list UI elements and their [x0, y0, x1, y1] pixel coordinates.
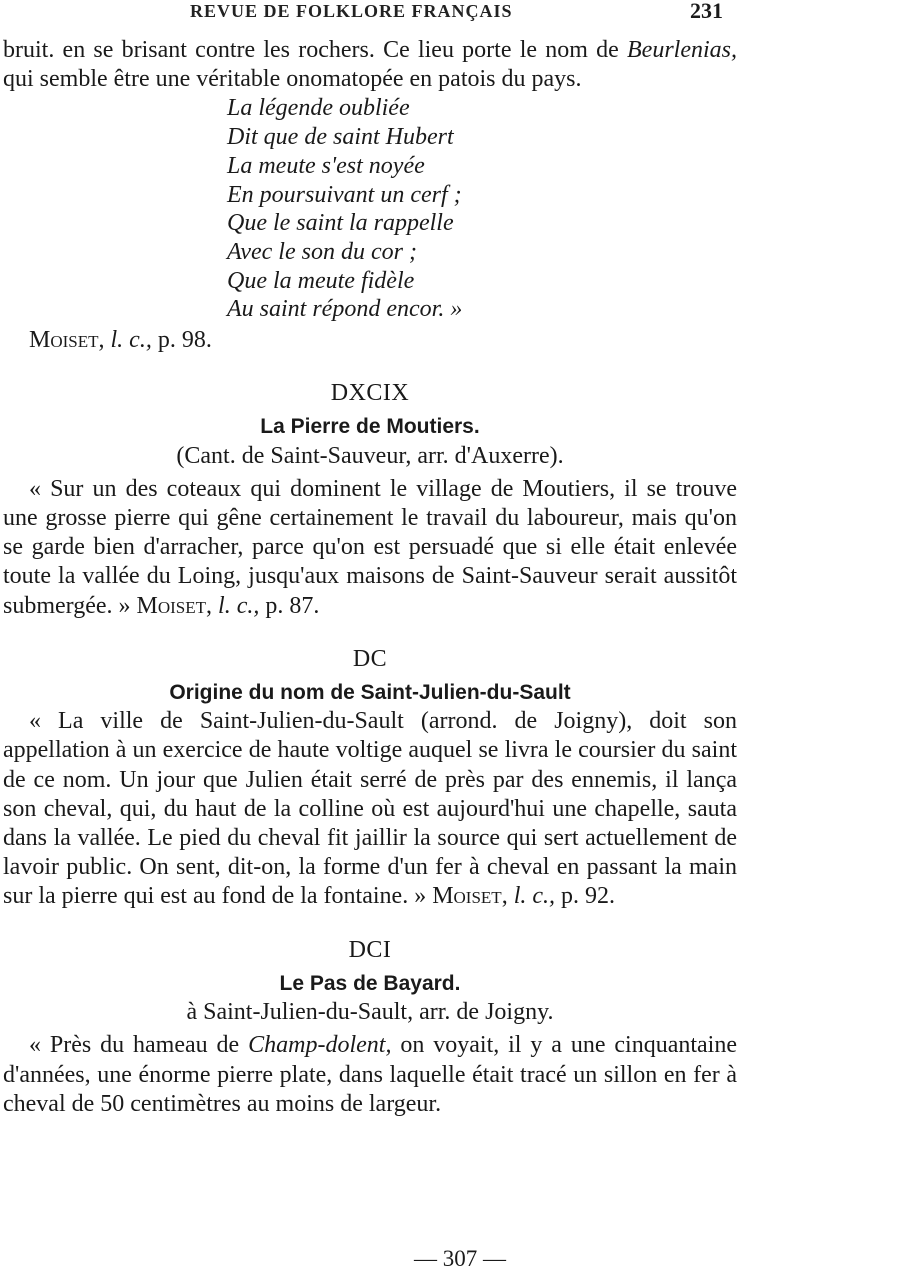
folio-number: 231	[690, 0, 723, 23]
citation-author: Moiset,	[29, 327, 105, 354]
poem-line: Que le saint la rappelle	[227, 210, 454, 237]
section-body-dci	[3, 1031, 737, 1119]
citation-ref: l. c.,	[218, 592, 260, 619]
opening-text-before: bruit. en se brisant contre les rochers. Ce lieu porte le nom de	[3, 37, 628, 63]
section-subtitle-dci: à Saint-Julien-du-Sault, arr. de Joigny.	[186, 999, 554, 1026]
place-name-champ-dolent: Champ-dolent,	[248, 1032, 392, 1059]
section-title-dci: Le Pas de Bayard.	[279, 971, 461, 995]
citation-page: p. 92.	[561, 883, 616, 910]
place-name-beurlenias: Beurlenias,	[627, 37, 737, 63]
section-body-dxcix	[3, 475, 737, 621]
section-body-after: on voyait, il y a une cinquantaine d'années, une énorme pierre plate, dans laquelle était tracé un sillon en fer à cheval de 50 centimètres au moins de largeur.	[3, 1032, 738, 1117]
poem	[227, 94, 737, 324]
page-number: — 307 —	[414, 1246, 506, 1271]
poem-line: Au saint répond encor. »	[227, 296, 463, 323]
section-body-dc	[3, 707, 737, 911]
citation-author: Moiset,	[432, 883, 508, 910]
citation-ref: l. c.,	[110, 327, 152, 354]
section-number-dxcix: DXCIX	[330, 380, 410, 407]
running-head	[0, 0, 900, 26]
section-subtitle-dxcix: (Cant. de Saint-Sauveur, arr. d'Auxerre).	[176, 442, 564, 469]
citation-author: Moiset,	[136, 592, 213, 619]
section-body-text: « La ville de Saint-Julien-du-Sault (arrond. de Joigny), doit son appellation à un exercice de haute voltige auquel se livra le coursier du saint de ce nom. Un jour que Julien était serré de près par des ennemis, il lança son cheval, qui, du haut de la colline où est aujourd'hui une chapelle, sauta dans la vallée. Le pied du cheval fit jaillir la source qui sert actuellement de lavoir public. On sent, dit-on, la forme d'un fer à cheval en passant la main sur la pierre qui est au fond de la fontaine. »	[3, 708, 737, 910]
poem-line: Que la meute fidèle	[227, 267, 415, 294]
poem-line: La meute s'est noyée	[227, 152, 425, 179]
poem-line: En poursuivant un cerf ;	[227, 181, 462, 208]
running-title: REVUE DE FOLKLORE FRANÇAIS	[190, 1, 513, 21]
opening-paragraph	[3, 36, 737, 94]
citation-ref: l. c.,	[513, 883, 556, 910]
opening-text-after: qui semble être une véritable onomatopée en patois du pays.	[3, 66, 582, 93]
section-title-dxcix: La Pierre de Moutiers.	[260, 415, 480, 439]
citation	[3, 326, 737, 355]
citation-page: p. 98.	[157, 327, 212, 354]
poem-line: La légende oubliée	[227, 95, 410, 122]
section-title-dc: Origine du nom de Saint-Julien-du-Sault	[169, 681, 571, 705]
citation-page: p. 87.	[265, 592, 320, 619]
section-body-text: « Sur un des coteaux qui dominent le village de Moutiers, il se trouve une grosse pierre qui gêne certainement le travail du laboureur, mais qu'on se garde bien d'arracher, parce qu'on est persuadé que si elle était enlevée toute la vallée du Loing, jusqu'aux maisons de Saint-Sauveur serait aussitôt submergée. »	[3, 475, 737, 619]
body-text	[3, 36, 737, 1119]
section-number-dc: DC	[352, 645, 388, 672]
poem-line: Dit que de saint Hubert	[227, 124, 454, 151]
section-body-before: « Près du hameau de	[29, 1032, 249, 1059]
poem-line: Avec le son du cor ;	[227, 238, 417, 265]
section-number-dci: DCI	[348, 936, 392, 963]
